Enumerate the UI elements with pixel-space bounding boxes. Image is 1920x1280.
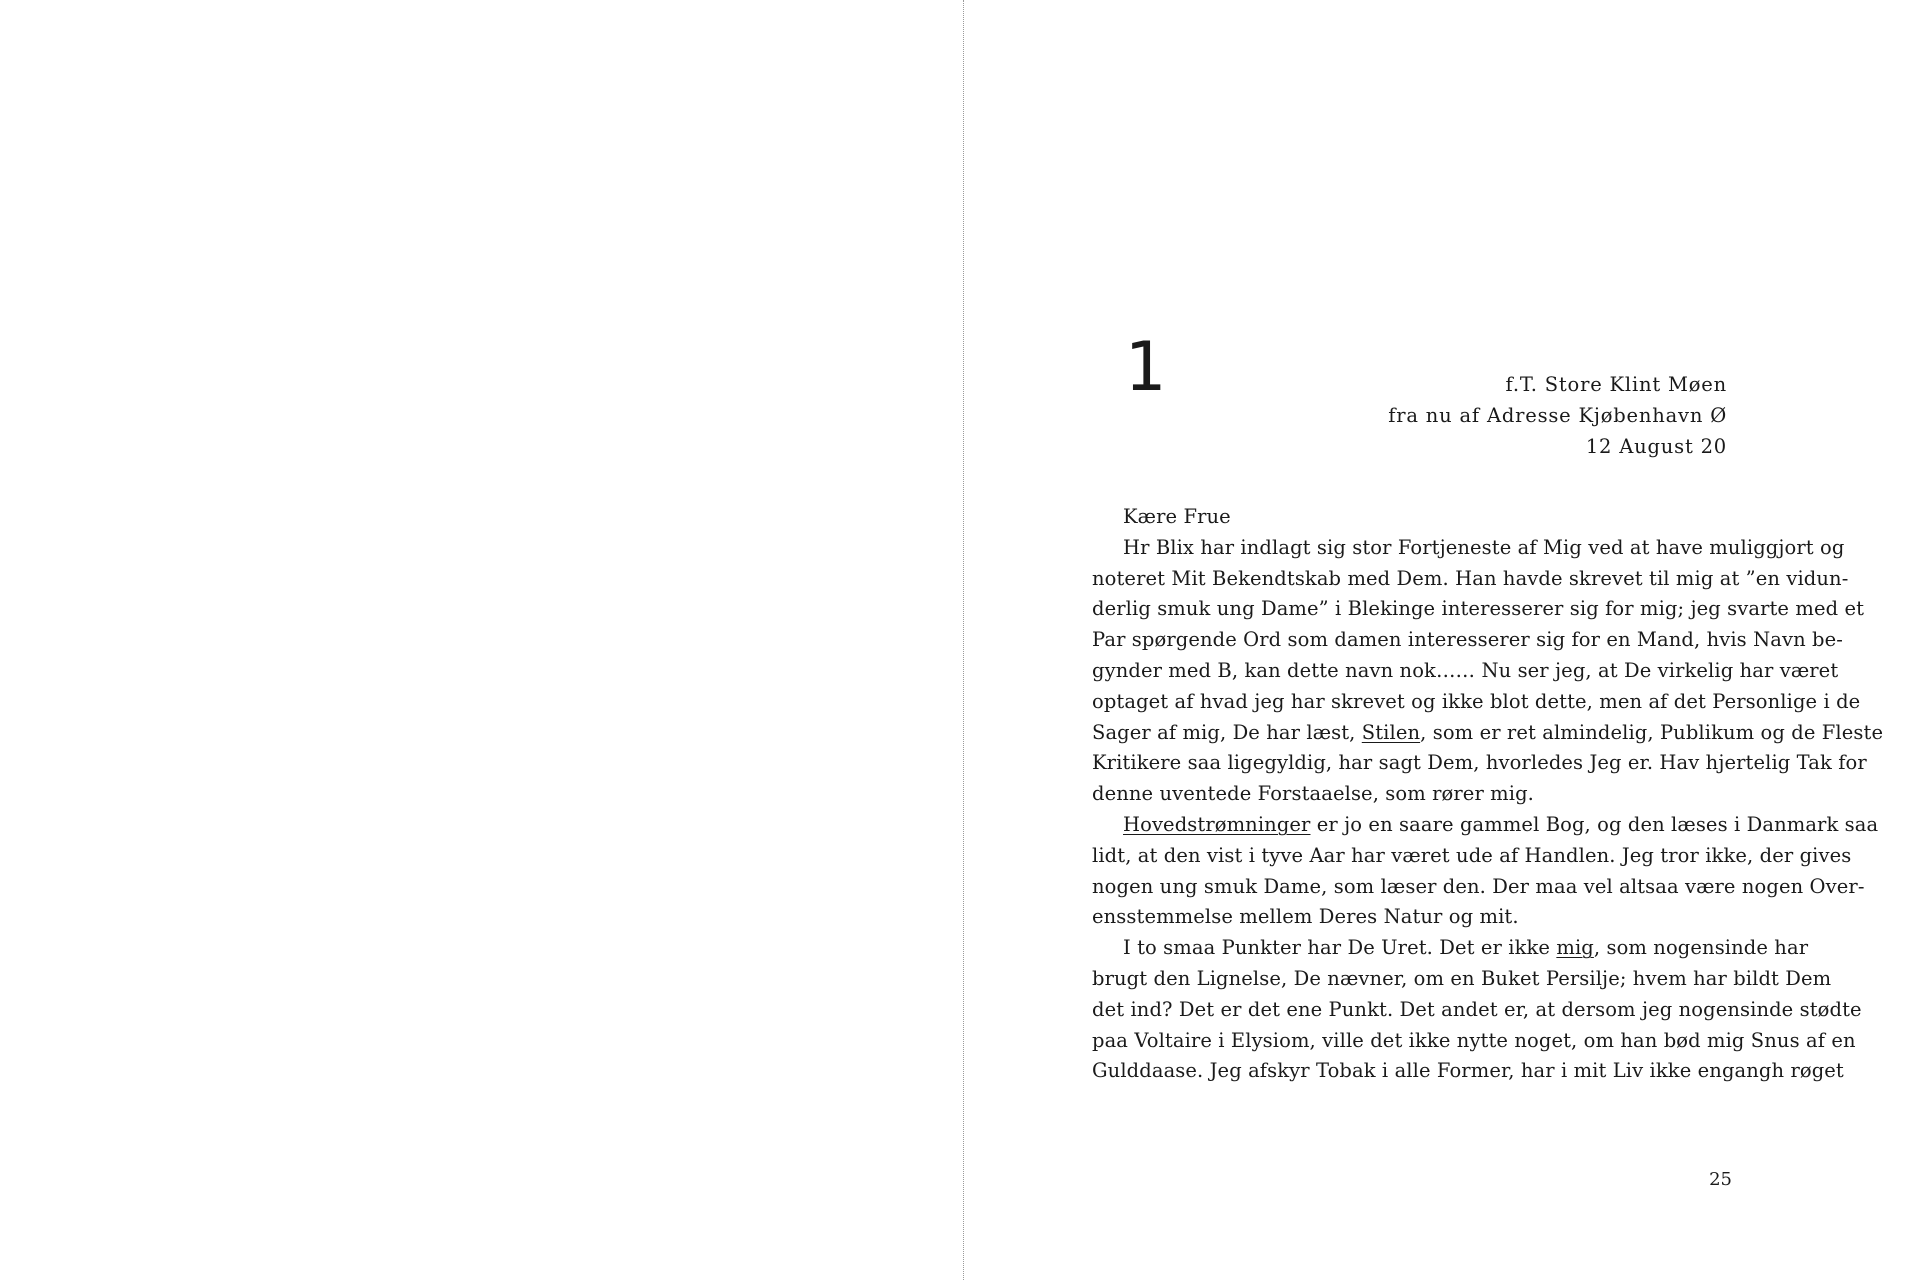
heading-date: 12 August 20 <box>1585 435 1727 458</box>
letter-body <box>1092 502 1884 1087</box>
body-text: Sager af mig, De har læst, <box>1092 720 1362 744</box>
body-line: noteret Mit Bekendtskab med Dem. Han havde skrevet til mig at ”en vidun- <box>1092 566 1849 590</box>
underlined-word-stilen: Stilen <box>1361 720 1421 744</box>
body-text: I to smaa Punkter har De Uret. Det er ikke <box>1123 936 1557 960</box>
body-line: nogen ung smuk Dame, som læser den. Der maa vel altsaa være nogen Over- <box>1092 874 1865 898</box>
body-text: , som er ret almindelig, Publikum og de Fleste <box>1420 720 1884 744</box>
heading-address: fra nu af Adresse Kjøbenhavn Ø <box>1388 404 1727 427</box>
body-line: paa Voltaire i Elysiom, ville det ikke nytte noget, om han bød mig Snus af en <box>1092 1028 1856 1052</box>
underlined-title-hovedstromninger: Hovedstrømninger <box>1123 812 1311 836</box>
underlined-word-mig: mig <box>1556 936 1594 960</box>
body-line: optaget af hvad jeg har skrevet og ikke blot dette, men af det Personlige i de <box>1092 689 1861 713</box>
body-line: ensstemmelse mellem Deres Natur og mit. <box>1092 905 1519 929</box>
body-line: denne uventede Forstaaelse, som rører mig. <box>1092 782 1534 806</box>
body-line: Gulddaase. Jeg afskyr Tobak i alle Former, har i mit Liv ikke engangh røget <box>1092 1059 1844 1083</box>
body-text: er jo en saare gammel Bog, og den læses i Danmark saa <box>1310 812 1879 836</box>
body-line: Par spørgende Ord som damen interesserer sig for en Mand, hvis Navn be- <box>1092 628 1843 652</box>
body-line <box>1092 718 1884 749</box>
body-line: det ind? Det er det ene Punkt. Det andet er, at dersom jeg nogensinde stødte <box>1092 997 1862 1021</box>
body-line <box>1092 810 1879 841</box>
body-line: lidt, at den vist i tyve Aar har været ude af Handlen. Jeg tror ikke, der gives <box>1092 843 1852 867</box>
body-line: Kritikere saa ligegyldig, har sagt Dem, hvorledes Jeg er. Hav hjertelig Tak for <box>1092 751 1867 775</box>
heading-place: f.T. Store Klint Møen <box>1505 373 1727 396</box>
letter-number: 1 <box>1124 328 1165 407</box>
body-line: Hr Blix har indlagt sig stor Fortjeneste af Mig ved at have muliggjort og <box>1123 535 1845 559</box>
letter-heading <box>1300 369 1727 462</box>
body-line: derlig smuk ung Dame” i Blekinge interesserer sig for mig; jeg svarte med et <box>1092 597 1865 621</box>
body-text: , som nogensinde har <box>1593 936 1809 960</box>
body-line <box>1092 933 1809 964</box>
salutation: Kære Frue <box>1123 505 1231 528</box>
body-line: gynder med B, kan dette navn nok…… Nu ser jeg, at De virkelig har været <box>1092 658 1839 682</box>
body-line: brugt den Lignelse, De nævner, om en Buket Persilje; hvem har bildt Dem <box>1092 966 1832 990</box>
page-number: 25 <box>1709 1169 1732 1190</box>
